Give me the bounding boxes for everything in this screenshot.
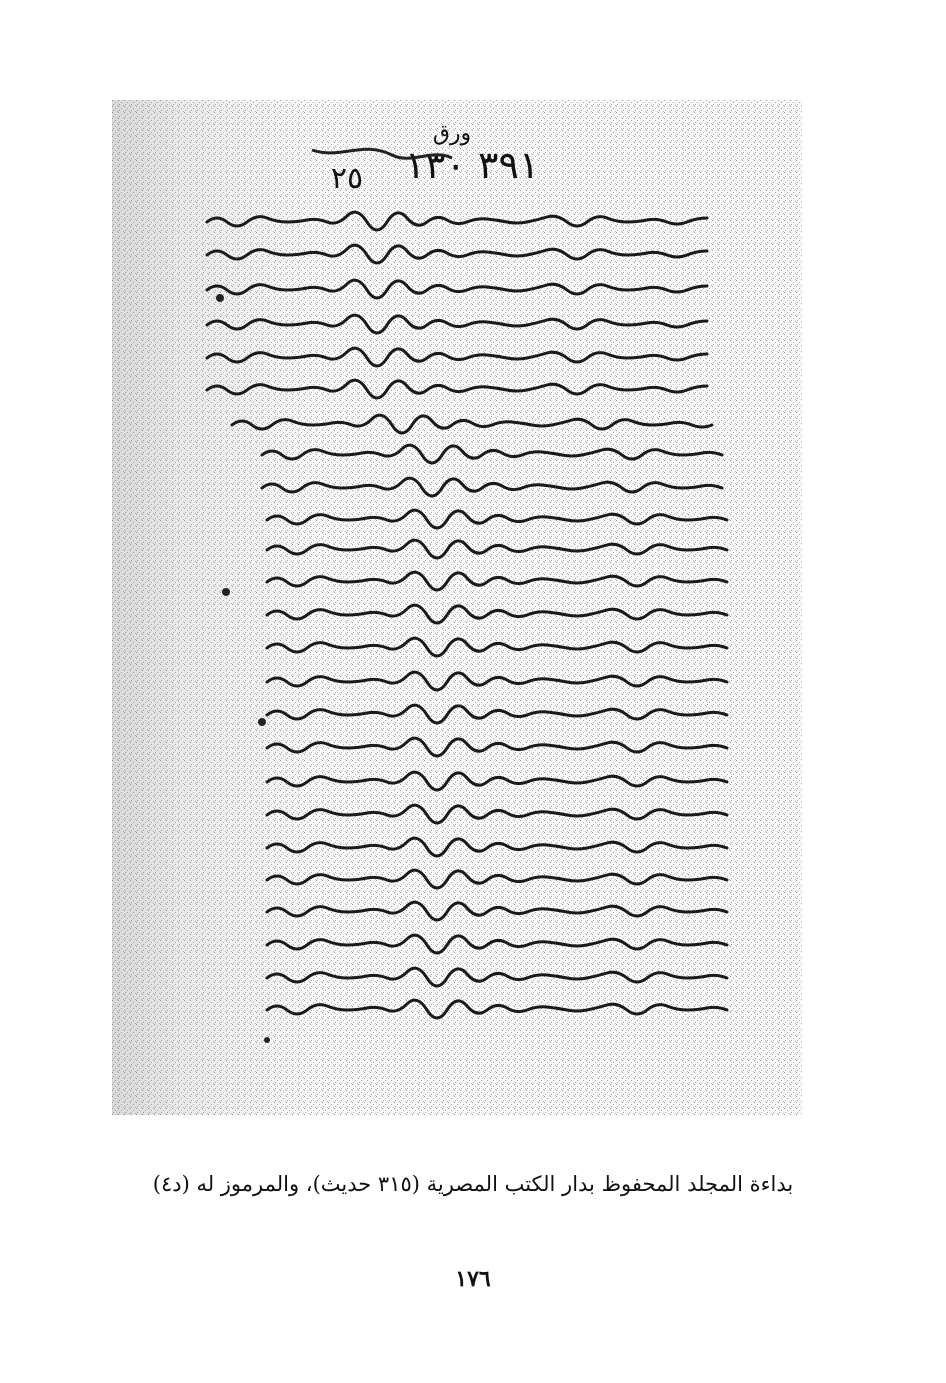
folio-mark: ٢٥ <box>330 161 364 196</box>
header-numbers: ٣٩١ ١٣٠ <box>404 143 540 187</box>
figure-caption: بداءة المجلد المحفوظ بدار الكتب المصرية (٣١٥ حديث)، والمرموز له (د٤) <box>152 1172 794 1196</box>
manuscript-scan <box>112 100 802 1115</box>
manuscript-image <box>112 100 802 1115</box>
page-number: ١٧٦ <box>455 1266 491 1292</box>
header-note: ورق <box>432 121 472 146</box>
